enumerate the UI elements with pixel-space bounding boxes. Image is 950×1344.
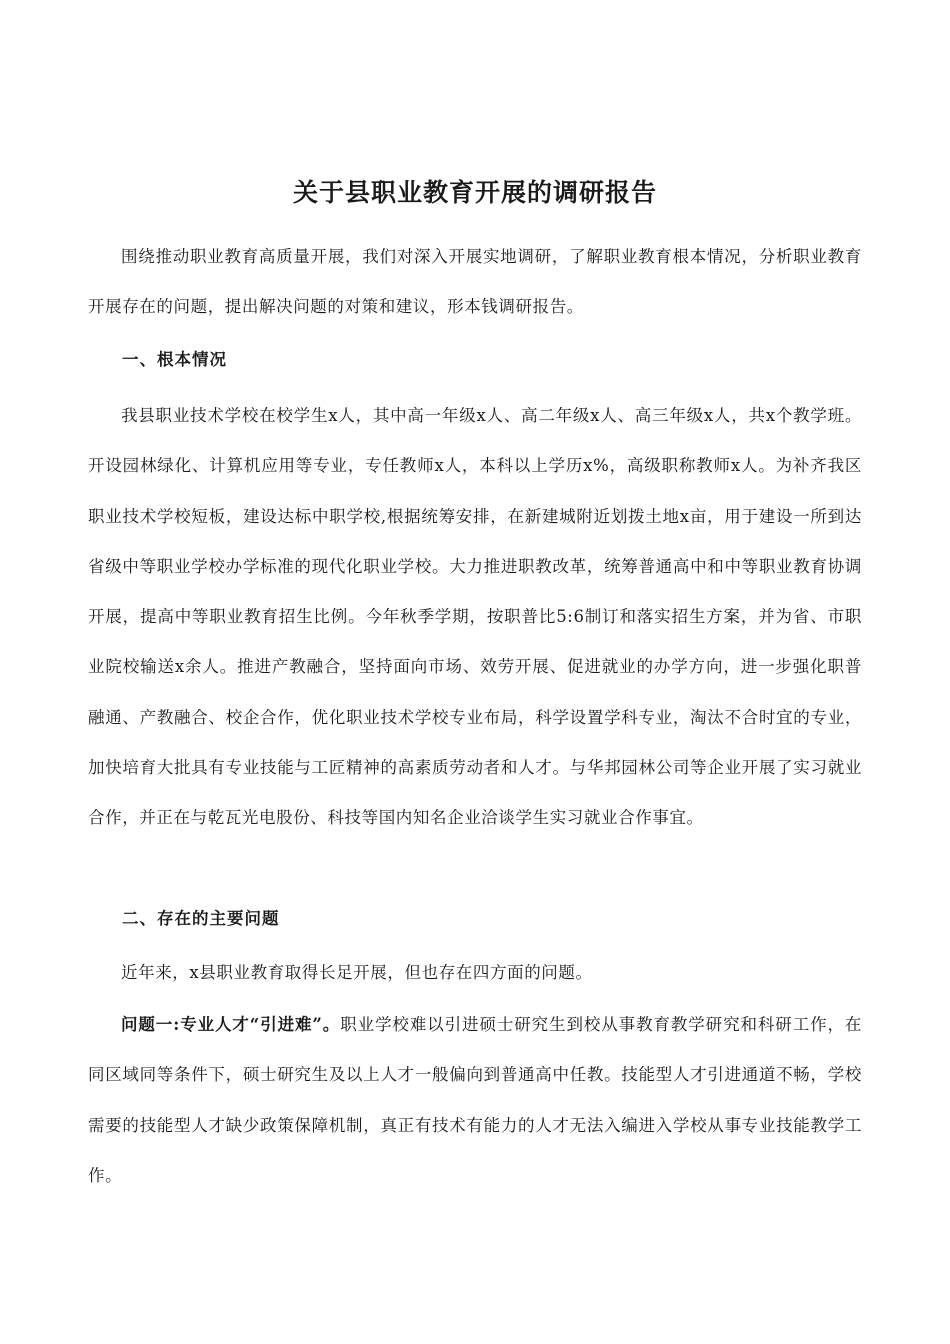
- problem-one-text: 职业学校难以引进硕士研究生到校从事教育教学研究和科研工作，在同区域同等条件下，硕士研究生及以上人才一般偏向到普通高中任教。技能型人才引进通道不畅，学校需要的技能型人才缺少政策保障机制，真正有技术有能力的人才无法入编进入学校从事专业技能教学工作。: [88, 1015, 862, 1185]
- problem-one-label: 问题一:专业人才“引进难”。: [121, 1015, 341, 1034]
- basic-situation-paragraph: 我县职业技术学校在校学生x人，其中高一年级x人、高二年级x人、高三年级x人，共x个教学班。开设园林绿化、计算机应用等专业，专任教师x人，本科以上学历x%，高级职称教师x人。为补齐我区职业技术学校短板，建设达标中职学校,根据统筹安排，在新建城附近划拨土地x亩，用于建设一所到达省级中等职业学校办学标准的现代化职业学校。大力推进职教改革，统筹普通高中和中等职业教育协调开展，提高中等职业教育招生比例。今年秋季学期，按职普比5:6制订和落实招生方案，并为省、市职业院校输送x余人。推进产教融合，坚持面向市场、效劳开展、促进就业的办学方向，进一步强化职普融通、产教融合、校企合作，优化职业技术学校专业布局，科学设置学科专业，淘汰不合时宜的专业，加快培育大批具有专业技能与工匠精神的高素质劳动者和人才。与华邦园林公司等企业开展了实习就业合作，并正在与乾瓦光电股份、科技等国内知名企业洽谈学生实习就业合作事宜。: [88, 406, 862, 828]
- problem-one-paragraph: [88, 1000, 862, 1201]
- main-problems-intro: 近年来，x县职业教育取得长足开展，但也存在四方面的问题。: [121, 963, 593, 982]
- intro-paragraph: 围绕推动职业教育高质量开展，我们对深入开展实地调研，了解职业教育根本情况，分析职业教育开展存在的问题，提出解决问题的对策和建议，形本钱调研报告。: [88, 247, 862, 317]
- document-title: 关于县职业教育开展的调研报告: [292, 177, 657, 207]
- section-heading-main-problems: 二、存在的主要问题: [122, 909, 280, 928]
- section-heading-basic-situation: 一、根本情况: [122, 350, 227, 369]
